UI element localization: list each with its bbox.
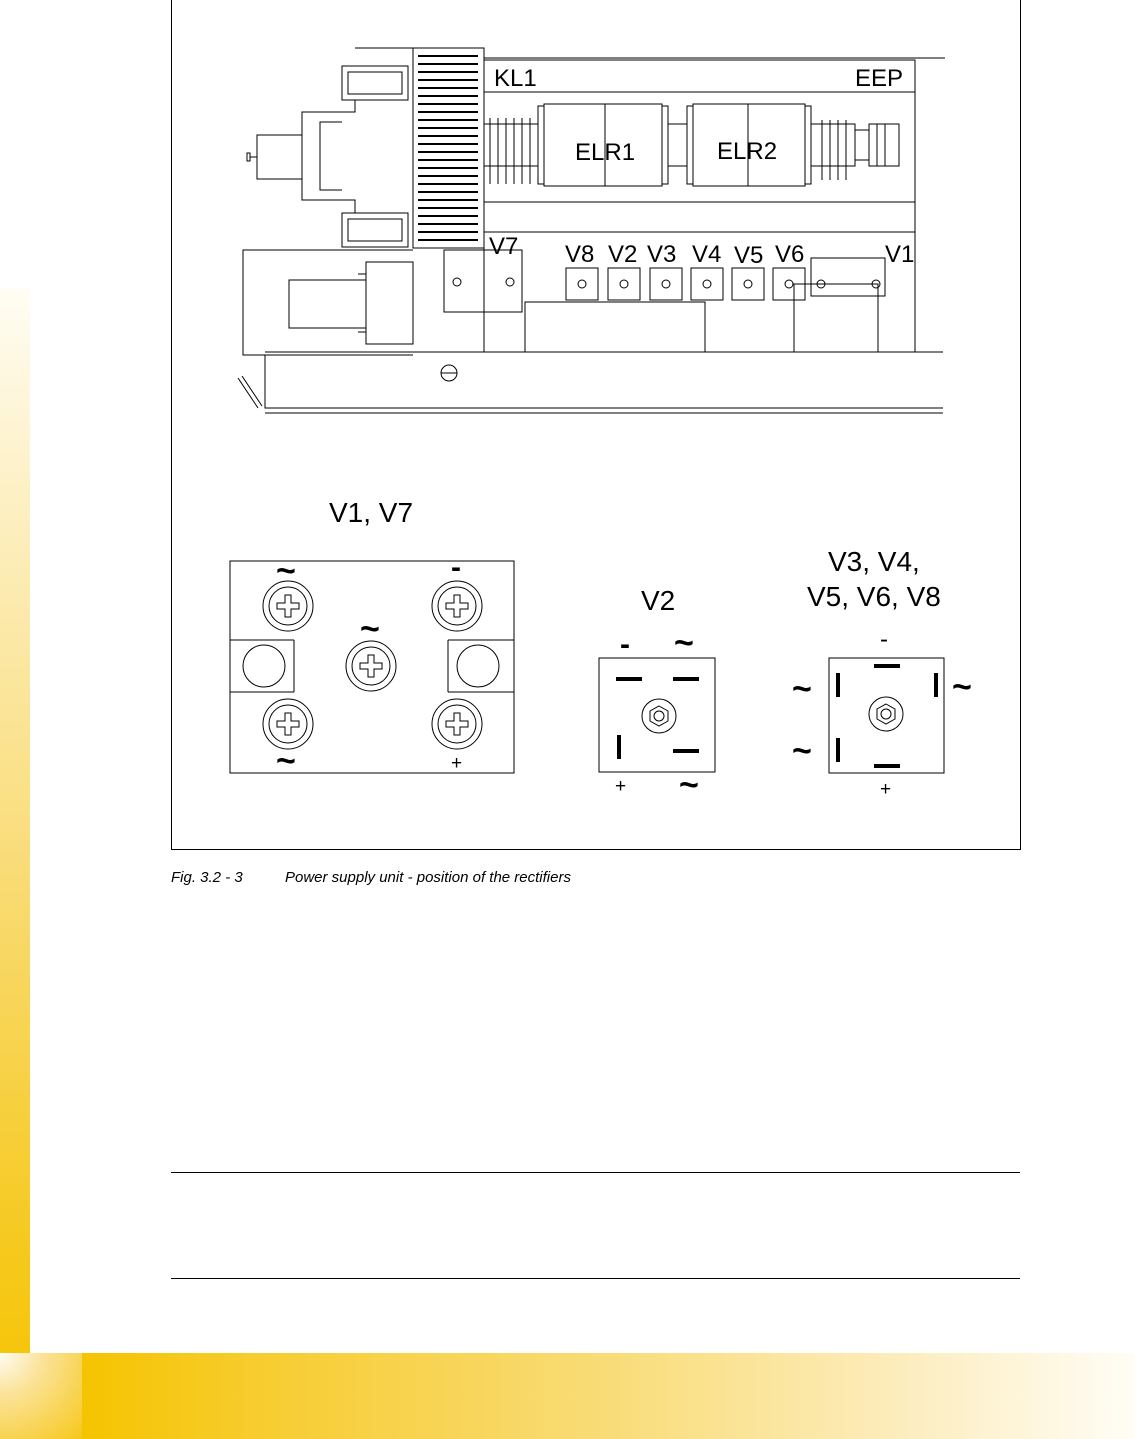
left-accent-bar [0, 288, 30, 1439]
v3-title-line2: V5, V6, V8 [807, 581, 941, 612]
label-v4: V4 [692, 241, 722, 268]
heatsink [413, 48, 484, 248]
label-elr1: ELR1 [575, 139, 636, 166]
v3-title-line1: V3, V4, [828, 546, 920, 577]
v3-terminal-top: - [880, 626, 888, 653]
bottom-accent-bar [82, 1353, 1135, 1439]
power-supply-unit-drawing [238, 48, 945, 413]
divider-line-lower [171, 1278, 1020, 1279]
v3-terminal-left-lower: ~ [792, 732, 812, 770]
left-connector-assembly [247, 48, 413, 247]
capacitor-block [525, 302, 705, 352]
label-v5: V5 [734, 242, 764, 269]
small-rectifiers-row [566, 268, 805, 300]
label-v7: V7 [489, 233, 519, 260]
corner-accent [0, 1353, 82, 1439]
v1-v7-terminal-bottom-left: ~ [276, 742, 296, 780]
rectifier-v1-body [794, 258, 885, 352]
label-v3: V3 [647, 241, 677, 268]
label-v1: V1 [885, 241, 915, 268]
v3-detail [792, 546, 972, 800]
v3-terminal-bottom: + [880, 779, 892, 800]
label-elr2: ELR2 [717, 138, 778, 165]
v2-terminal-bottom-left: + [615, 776, 627, 797]
v1-v7-title: V1, V7 [329, 497, 414, 528]
label-kl1: KL1 [494, 65, 537, 92]
v2-terminal-top-left: - [620, 628, 630, 661]
v1-v7-detail [230, 497, 514, 780]
label-v6: V6 [775, 241, 805, 268]
label-eep: EEP [855, 65, 904, 92]
figure-caption-text: Power supply unit - position of the rectifiers [285, 869, 571, 886]
label-v2: V2 [608, 241, 638, 268]
v2-title: V2 [641, 585, 676, 616]
v1-v7-terminal-top-left: ~ [276, 552, 296, 590]
figure-frame [171, 0, 1021, 850]
base-bracket [238, 250, 943, 413]
v2-detail [599, 585, 715, 804]
v2-terminal-top-right: ~ [674, 624, 694, 662]
v3-terminal-right-upper: ~ [952, 668, 972, 706]
figure-caption-number: Fig. 3.2 - 3 [171, 869, 243, 886]
v3-terminal-left-upper: ~ [792, 670, 812, 708]
label-v8: V8 [565, 241, 595, 268]
main-board [484, 58, 945, 352]
v1-v7-terminal-top-right: - [451, 551, 461, 584]
power-supply-diagram [172, 0, 1020, 849]
v2-terminal-bottom-right: ~ [679, 766, 699, 804]
v1-v7-terminal-bottom-right: + [451, 753, 463, 774]
v1-v7-terminal-center: ~ [360, 610, 380, 648]
divider-line-upper [171, 1172, 1020, 1173]
